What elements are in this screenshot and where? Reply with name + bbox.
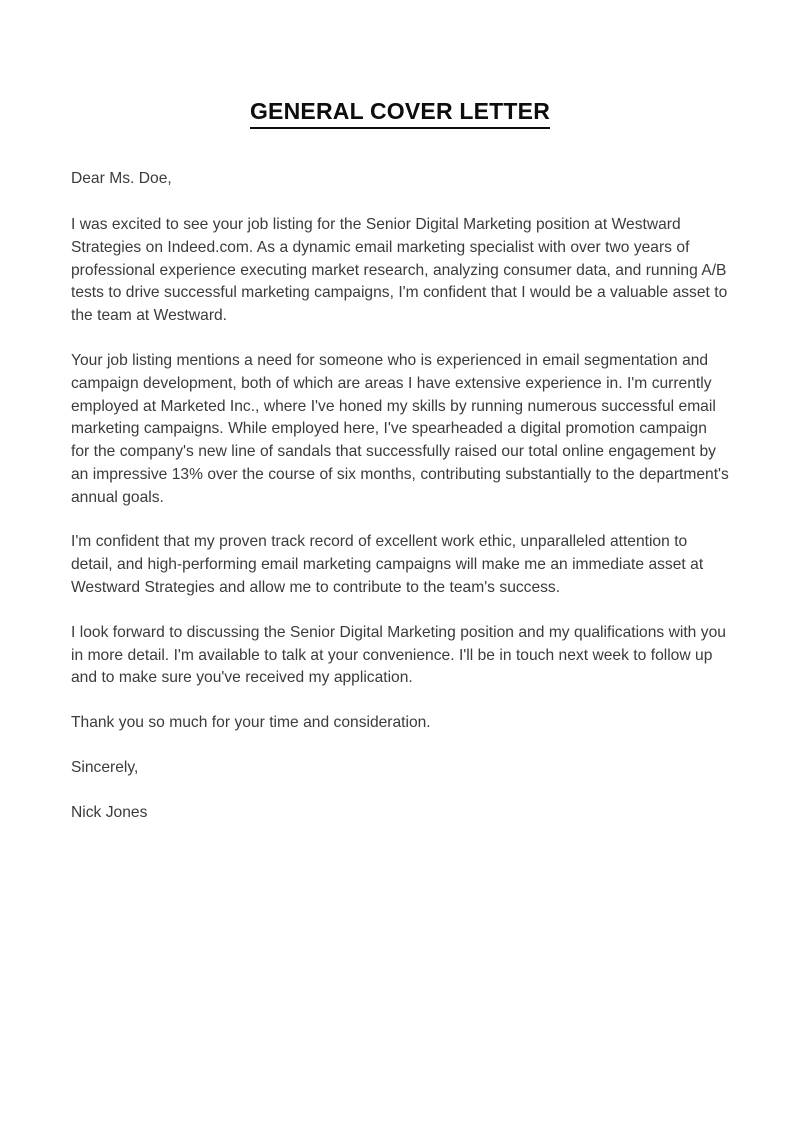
body-paragraph-3: I'm confident that my proven track record of excellent work ethic, unparalleled attention to detail, and high-performing email marketing campaigns will make me an immediate asset at Westward Strategies and allow me to contribute to the team's success. xyxy=(71,533,704,597)
page-title xyxy=(71,0,729,129)
salutation: Dear Ms. Doe, xyxy=(71,170,172,188)
cover-letter xyxy=(71,0,729,825)
closing-salutation: Sincerely, xyxy=(71,759,139,777)
body-paragraph-4: I look forward to discussing the Senior Digital Marketing position and my qualifications with you in more detail. I'm available to talk at your convenience. I'll be in touch next week to follow up and to make sure you've received my application. xyxy=(71,623,726,687)
signature-name: Nick Jones xyxy=(71,803,148,821)
page-title-text: GENERAL COVER LETTER xyxy=(250,98,550,129)
body-paragraph-5: Thank you so much for your time and consideration. xyxy=(71,714,431,732)
letter-body xyxy=(71,129,729,825)
body-paragraph-1: I was excited to see your job listing for the Senior Digital Marketing position at Westward Strategies on Indeed.com. As a dynamic email marketing specialist with over two years of professional experience executing market research, analyzing consumer data, and running A/B tests to drive successful marketing campaigns, I'm confident that I would be a valuable asset to the team at Westward. xyxy=(71,215,728,325)
body-paragraph-2: Your job listing mentions a need for someone who is experienced in email segmentation and campaign development, both of which are areas I have extensive experience in. I'm currently employed at Marketed Inc., where I've honed my skills by running numerous successful email marketing campaigns. While employed here, I've spearheaded a digital promotion campaign for the company's new line of sandals that successfully raised our total online engagement by an impressive 13% over the course of six months, contributing substantially to the department's annual goals. xyxy=(71,351,729,506)
